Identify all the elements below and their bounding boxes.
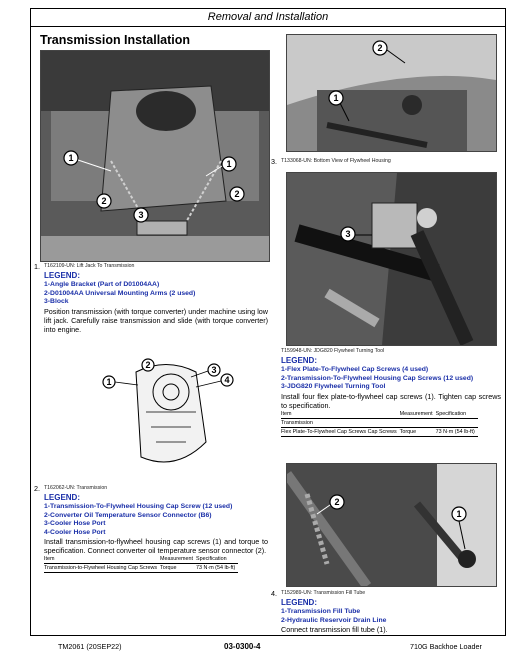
spec-group: Transmission: [281, 419, 313, 426]
spec-header: Measurement: [400, 410, 436, 419]
legend-item: 1-Transmission Fill Tube: [281, 608, 361, 615]
spec-item: Transmission-to-Flywheel Housing Cap Screws: [44, 564, 160, 573]
spec-header: Measurement: [160, 555, 196, 564]
callout-2: [330, 495, 344, 509]
spec-header: Item: [281, 410, 400, 419]
callout-1a: [64, 151, 78, 165]
figure-caption: T152989-UN: Transmission Fill Tube: [281, 590, 366, 596]
svg-text:3: 3: [345, 229, 351, 239]
svg-text:2: 2: [101, 196, 107, 206]
callout-1: [103, 376, 115, 388]
svg-text:1: 1: [456, 509, 462, 519]
figure-caption: T162109-UN: Lift Jack To Transmission: [44, 263, 135, 269]
step-number: 2.: [34, 484, 40, 493]
svg-text:4: 4: [224, 375, 230, 385]
callout-3: [208, 364, 220, 376]
legend-item: 3-JDG820 Flywheel Turning Tool: [281, 383, 386, 390]
legend-item: 2-Converter Oil Temperature Sensor Connector (B6): [44, 511, 212, 519]
svg-text:1: 1: [226, 159, 232, 169]
legend-item: 4-Cooler Hose Port: [44, 528, 106, 536]
spec-table: [281, 410, 478, 437]
legend-item: 1-Transmission-To-Flywheel Housing Cap Screw (12 used): [44, 503, 233, 510]
section-title: Removal and Installation: [207, 11, 329, 23]
step-1: [34, 262, 268, 334]
callout-2: [373, 41, 387, 55]
spec-item: Flex Plate-To-Flywheel Cap Screws Cap Screws: [281, 427, 400, 436]
photo-flywheel-turning-tool: [286, 172, 497, 346]
callout-1: [329, 91, 343, 105]
spec-header: Item: [44, 555, 160, 564]
figure-caption: T133068-UN: Bottom View of Flywheel Housing: [281, 158, 391, 164]
svg-text:3: 3: [211, 365, 217, 375]
step-instruction: Install transmission-to-flywheel housing cap screws (1) and torque to specification. Connect converter oil temperature sensor connector (2).: [44, 537, 268, 555]
legend-item: 2-D01004AA Universal Mounting Arms (2 used): [44, 289, 196, 297]
legend-title: LEGEND:: [281, 598, 317, 607]
step-instruction: Position transmission (with torque converter) under machine using low lift jack. Carefully raise transmission and slide (with torque converter) into engine.: [44, 306, 268, 334]
step-instruction: Install four flex plate-to-flywheel cap screws (1). Tighten cap screws to specification.: [281, 391, 501, 410]
callout-3: [134, 208, 148, 222]
step-number: 4.: [271, 589, 277, 598]
page-title: Transmission Installation: [40, 33, 191, 47]
footer-machine-model: 710G Backhoe Loader: [410, 642, 482, 651]
callout-1: [452, 507, 466, 521]
svg-text:2: 2: [334, 497, 340, 507]
svg-text:2: 2: [145, 360, 151, 370]
legend-item: 2-Hydraulic Reservoir Drain Line: [281, 616, 387, 624]
svg-text:1: 1: [106, 377, 112, 387]
spec-measurement: Torque: [400, 427, 436, 436]
step-3-caption: [271, 157, 501, 166]
legend-item: 3-Cooler Hose Port: [44, 520, 106, 527]
svg-text:1: 1: [333, 93, 339, 103]
svg-text:3: 3: [138, 210, 144, 220]
section-header: [30, 8, 506, 27]
footer-doc-id: TM2061 (20SEP22): [58, 642, 122, 651]
legend-item: 2-Transmission-To-Flywheel Housing Cap Screws (12 used): [281, 374, 474, 382]
legend-item: 3-Block: [44, 298, 69, 305]
svg-text:2: 2: [377, 43, 383, 53]
callout-2b: [230, 187, 244, 201]
photo-flywheel-housing-bottom: [286, 34, 497, 152]
photo-transmission-fill-tube: [286, 463, 497, 587]
step-instruction: Connect transmission fill tube (1).: [281, 625, 388, 634]
callout-3: [341, 227, 355, 241]
step-number: 3.: [271, 157, 277, 166]
spec-table: [44, 555, 238, 573]
spec-value: 73 N·m (54 lb-ft): [436, 427, 478, 436]
step-number: 1.: [34, 262, 40, 271]
legend-title: LEGEND:: [44, 493, 80, 502]
svg-text:1: 1: [68, 153, 74, 163]
callout-4: [221, 374, 233, 386]
footer-page-number: 03-0300-4: [224, 642, 261, 651]
spec-header: Specification: [196, 555, 238, 564]
step-3: [271, 347, 501, 437]
transmission-line-drawing: [96, 352, 236, 477]
callout-1b: [222, 157, 236, 171]
callout-2a: [97, 194, 111, 208]
spec-header: Specification: [436, 410, 478, 419]
svg-text:2: 2: [234, 189, 240, 199]
legend-title: LEGEND:: [281, 356, 317, 365]
legend-title: LEGEND:: [44, 271, 80, 280]
callout-2: [142, 359, 154, 371]
figure-caption: T159948-UN: JDG820 Flywheel Turning Tool: [281, 348, 385, 354]
spec-value: 73 N·m (54 lb-ft): [196, 564, 238, 573]
step-2: [34, 484, 268, 573]
spec-measurement: Torque: [160, 564, 196, 573]
legend-item: 1-Angle Bracket (Part of D01004AA): [44, 281, 160, 288]
photo-lift-jack: [40, 50, 270, 262]
step-4: [271, 589, 501, 634]
figure-caption: T162062-UN: Transmission: [44, 485, 108, 491]
legend-item: 1-Flex Plate-To-Flywheel Cap Screws (4 used): [281, 366, 429, 373]
